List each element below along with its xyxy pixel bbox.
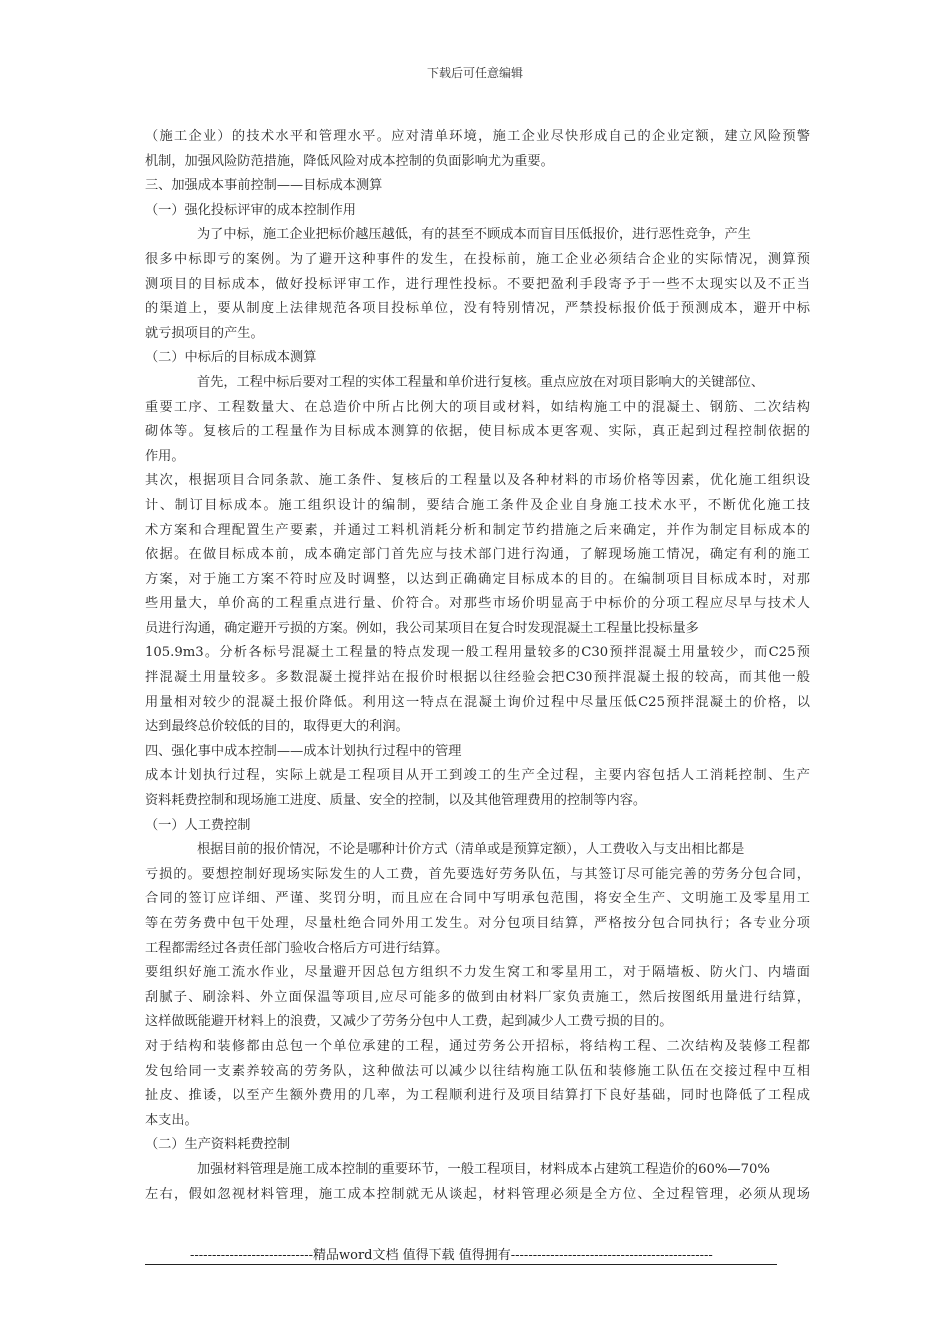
text-line: 对于结构和装修都由总包一个单位承建的工程，通过劳务公开招标，将结构工程、二次结构及装修工程都 — [145, 1038, 810, 1054]
text-line: 方案，对于施工方案不符时应及时调整，以达到正确确定目标成本的目的。在编制项目目标成本时，对那 — [145, 571, 810, 587]
text-line: （一）人工费控制 — [145, 817, 251, 833]
text-line: 员进行沟通，确定避开亏损的方案。例如，我公司某项目在复合时发现混凝土工程量比投标量多 — [145, 620, 699, 636]
text-line: 其次，根据项目合同条款、施工条件、复核后的工程量以及各种材料的市场价格等因素，优化施工组织设 — [145, 473, 810, 489]
text-line: （一）强化投标评审的成本控制作用 — [145, 202, 356, 218]
text-line: 刮腻子、刷涂料、外立面保温等项目,应尽可能多的做到由材料厂家负责施工，然后按图纸用量进行结算， — [145, 989, 810, 1005]
text-line: 机制，加强风险防范措施，降低风险对成本控制的负面影响尤为重要。 — [145, 153, 554, 169]
document-body — [145, 125, 810, 1207]
text-line: 扯皮、推诿，以至产生额外费用的几率，为工程顺利进行及项目结算打下良好基础，同时也降低了工程成 — [145, 1088, 810, 1104]
text-line: 105.9m3。分析各标号混凝土工程量的特点发现一般工程用量较多的C30预拌混凝土用量较少，而C25预 — [145, 645, 810, 661]
text-line: 四、强化事中成本控制——成本计划执行过程中的管理 — [145, 743, 462, 759]
text-line: 作用。 — [145, 448, 185, 464]
text-line: 的渠道上，要从制度上法律规范各项目投标单位，没有特别情况，严禁投标报价低于预测成本，避开中标 — [145, 301, 810, 317]
text-line: 合同的签订应详细、严谨、奖罚分明，而且应在合同中写明承包范围，将安全生产、文明施工及零星用工 — [145, 891, 810, 907]
text-line: 本支出。 — [145, 1112, 198, 1128]
text-line: 拌混凝土用量较多。多数混凝土搅拌站在报价时根据以往经验会把C30预拌混凝土报的较高，而其他一般 — [145, 670, 810, 686]
text-line: （二）生产资料耗费控制 — [145, 1137, 291, 1153]
page-header: 下载后可任意编辑 — [426, 66, 523, 80]
text-line: 亏损的。要想控制好现场实际发生的人工费，首先要选好劳务队伍，与其签订尽可能完善的劳务分包合同， — [145, 866, 810, 882]
text-line: 依据。在做目标成本前，成本确定部门首先应与技术部门进行沟通，了解现场施工情况，确定有利的施工 — [145, 547, 810, 563]
text-line: 首先，工程中标后要对工程的实体工程量和单价进行复核。重点应放在对项目影响大的关键部位、 — [197, 374, 765, 390]
page-footer: ----------------------------精品word文档 值得下载 值得拥有---------------------------------------------- — [190, 1248, 713, 1263]
text-line: 工程都需经过各责任部门验收合格后方可进行结算。 — [145, 940, 449, 956]
text-line: 些用量大，单价高的工程重点进行量、价符合。对那些市场价明显高于中标价的分项工程应尽早与技术人 — [145, 596, 810, 612]
text-line: 这样做既能避开材料上的浪费，又减少了劳务分包中人工费，起到减少人工费亏损的目的。 — [145, 1014, 673, 1030]
text-line: 用量相对较少的混凝土报价降低。利用这一特点在混凝土询价过程中尽量压低C25预拌混凝土的价格，以 — [145, 694, 810, 710]
text-line: 资料耗费控制和现场施工进度、质量、安全的控制，以及其他管理费用的控制等内容。 — [145, 793, 647, 809]
text-line: （施工企业）的技术水平和管理水平。应对清单环境，施工企业尽快形成自己的企业定额，建立风险预警 — [145, 129, 810, 144]
text-line: 三、加强成本事前控制——目标成本测算 — [145, 178, 383, 194]
text-line: 发包给同一支素养较高的劳务队，这种做法可以减少以往结构施工队伍和装修施工队伍在交接过程中互相 — [145, 1063, 810, 1079]
text-line: 等在劳务费中包干处理，尽量杜绝合同外用工发生。对分包项目结算，严格按分包合同执行；各专业分项 — [145, 916, 810, 931]
text-line: 根据目前的报价情况，不论是哪种计价方式（清单或是预算定额），人工费收入与支出相比都是 — [197, 842, 745, 858]
text-line: 计、制订目标成本。施工组织设计的编制，要结合施工条件及企业自身施工技术水平，不断优化施工技 — [145, 497, 810, 513]
text-line: 加强材料管理是施工成本控制的重要环节，一般工程项目，材料成本占建筑工程造价的60%—70% — [197, 1161, 770, 1177]
text-line: 达到最终总价较低的目的，取得更大的利润。 — [145, 719, 409, 735]
text-line: 重要工序、工程数量大、在总造价中所占比例大的项目或材料，如结构施工中的混凝土、钢筋、二次结构 — [145, 399, 810, 415]
text-line: 左右，假如忽视材料管理，施工成本控制就无从谈起，材料管理必须是全方位、全过程管理，必须从现场 — [145, 1186, 810, 1202]
text-line: 成本计划执行过程，实际上就是工程项目从开工到竣工的生产全过程，主要内容包括人工消耗控制、生产 — [145, 768, 810, 784]
text-line: 术方案和合理配置生产要素，并通过工料机消耗分析和制定节约措施之后来确定，并作为制定目标成本的 — [145, 522, 810, 538]
text-line: 为了中标，施工企业把标价越压越低，有的甚至不顾成本而盲目压低报价，进行恶性竞争，产生 — [197, 227, 751, 243]
text-line: 就亏损项目的产生。 — [145, 325, 264, 341]
text-line: 测项目的目标成本，做好投标评审工作，进行理性投标。不要把盈利手段寄予于一些不太现实以及不正当 — [145, 276, 810, 292]
footer-divider — [145, 1264, 777, 1265]
text-line: 要组织好施工流水作业，尽量避开因总包方组织不力发生窝工和零星用工，对于隔墙板、防火门、内墙面 — [145, 965, 810, 981]
text-line: （二）中标后的目标成本测算 — [145, 350, 317, 366]
text-line: 砌体等。复核后的工程量作为目标成本测算的依据，使目标成本更客观、实际，真正起到过程控制依据的 — [145, 424, 810, 440]
text-line: 很多中标即亏的案例。为了避开这种事件的发生，在投标前，施工企业必须结合企业的实际情况，测算预 — [145, 251, 810, 267]
